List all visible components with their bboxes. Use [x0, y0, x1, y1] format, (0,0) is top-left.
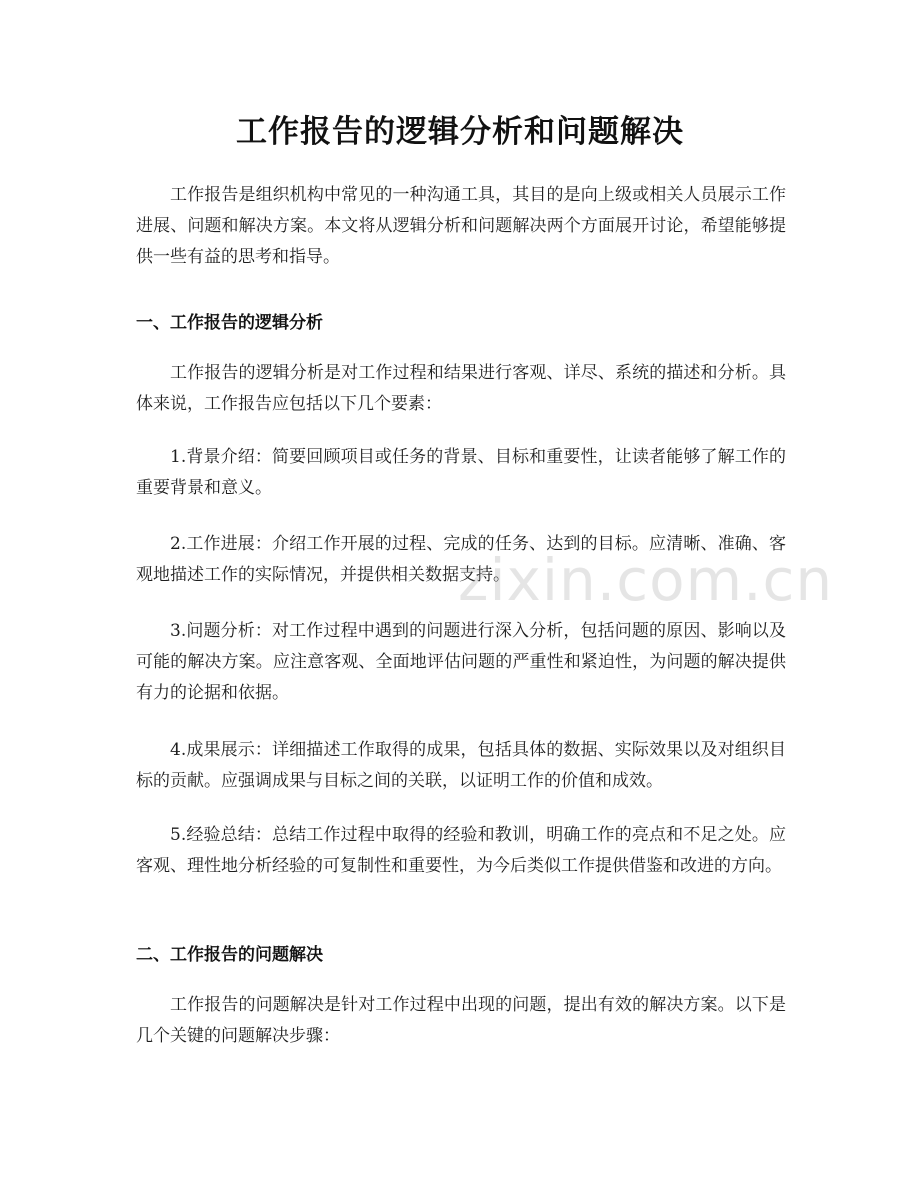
list-item-experience: 5.经验总结：总结工作过程中取得的经验和教训，明确工作的亮点和不足之处。应客观、理性地分析经验的可复制性和重要性，为今后类似工作提供借鉴和改进的方向。 [136, 825, 786, 876]
document-title: 工作报告的逻辑分析和问题解决 [236, 114, 684, 150]
watermark-text: zixin.com.cn [458, 546, 834, 614]
section-1-heading: 一、工作报告的逻辑分析 [136, 313, 323, 333]
section-2-heading: 二、工作报告的问题解决 [136, 945, 323, 965]
list-item-problem-analysis: 3.问题分析：对工作过程中遇到的问题进行深入分析，包括问题的原因、影响以及可能的解决方案。应注意客观、全面地评估问题的严重性和紧迫性，为问题的解决提供有力的论据和依据。 [136, 621, 786, 703]
section-2-lead-paragraph: 工作报告的问题解决是针对工作过程中出现的问题，提出有效的解决方案。以下是几个关键的问题解决步骤： [136, 995, 786, 1046]
intro-paragraph: 工作报告是组织机构中常见的一种沟通工具，其目的是向上级或相关人员展示工作进展、问题和解决方案。本文将从逻辑分析和问题解决两个方面展开讨论，希望能够提供一些有益的思考和指导。 [136, 185, 786, 267]
list-item-results: 4.成果展示：详细描述工作取得的成果，包括具体的数据、实际效果以及对组织目标的贡献。应强调成果与目标之间的关联，以证明工作的价值和成效。 [136, 740, 786, 791]
list-item-background: 1.背景介绍：简要回顾项目或任务的背景、目标和重要性，让读者能够了解工作的重要背景和意义。 [136, 447, 786, 498]
section-1-lead-paragraph: 工作报告的逻辑分析是对工作过程和结果进行客观、详尽、系统的描述和分析。具体来说，工作报告应包括以下几个要素： [136, 363, 786, 414]
list-item-progress: 2.工作进展：介绍工作开展的过程、完成的任务、达到的目标。应清晰、准确、客观地描述工作的实际情况，并提供相关数据支持。 [136, 534, 786, 585]
